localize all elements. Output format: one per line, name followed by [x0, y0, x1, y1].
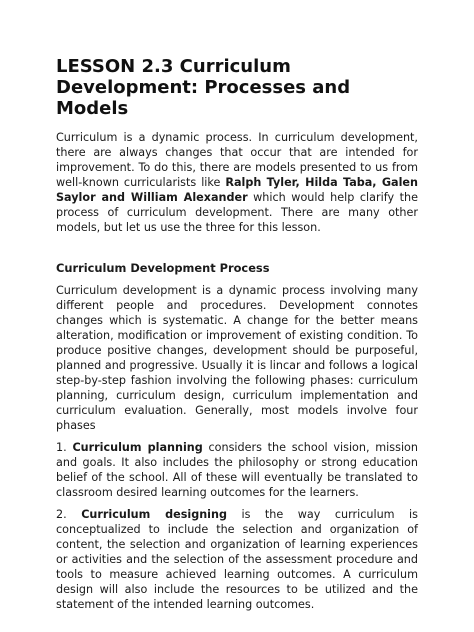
curricularist-names: Ralph Tyler, Hilda Taba, Galen Saylor and William Alexander	[56, 176, 418, 204]
section-heading: Curriculum Development Process	[56, 261, 270, 275]
step-number: 1.	[56, 441, 67, 454]
step-text: is the way curriculum is conceptualized to include the selection and organization of content, the selection and organization of learning experiences or activities and the selection of the assessment procedure and tools to measure achieved learning outcomes. A curriculum design will also include the resources to be utilized and the statement of the intended learning outcomes.	[56, 508, 418, 611]
document-page	[56, 56, 418, 612]
intro-text-end: which would help clarify the process of curriculum development. There are many other models, but let us use the three for this lesson.	[56, 191, 418, 234]
step-designing-paragraph	[56, 507, 418, 612]
intro-text-start: Curriculum is a dynamic process. In curriculum development, there are always changes that occur that are intended for improvement. To do this, there are models presented to us from well-known curricularists like	[56, 131, 418, 189]
process-paragraph: Curriculum development is a dynamic process involving many different people and procedures. Development connotes changes which is systematic. A change for the better means alteration, modification or improvement of existing condition. To produce positive changes, development should be purposeful, planned and progressive. Usually it is lincar and follows a logical step-by-step fashion involving the following phases: curriculum planning, curriculum design, curriculum implementation and curriculum evaluation. Generally, most models involve four phases	[56, 284, 418, 432]
step-term: Curriculum planning	[72, 441, 203, 454]
step-term: Curriculum designing	[81, 508, 227, 521]
lesson-title: LESSON 2.3 Curriculum Development: Processes and Models	[56, 56, 351, 119]
intro-paragraph	[56, 130, 418, 235]
step-text: considers the school vision, mission and goals. It also includes the philosophy or strong education belief of the school. All of these will eventually be translated to classroom desired learning outcomes for the learners.	[56, 441, 418, 499]
step-planning-paragraph	[56, 440, 418, 500]
step-number: 2.	[56, 508, 67, 521]
